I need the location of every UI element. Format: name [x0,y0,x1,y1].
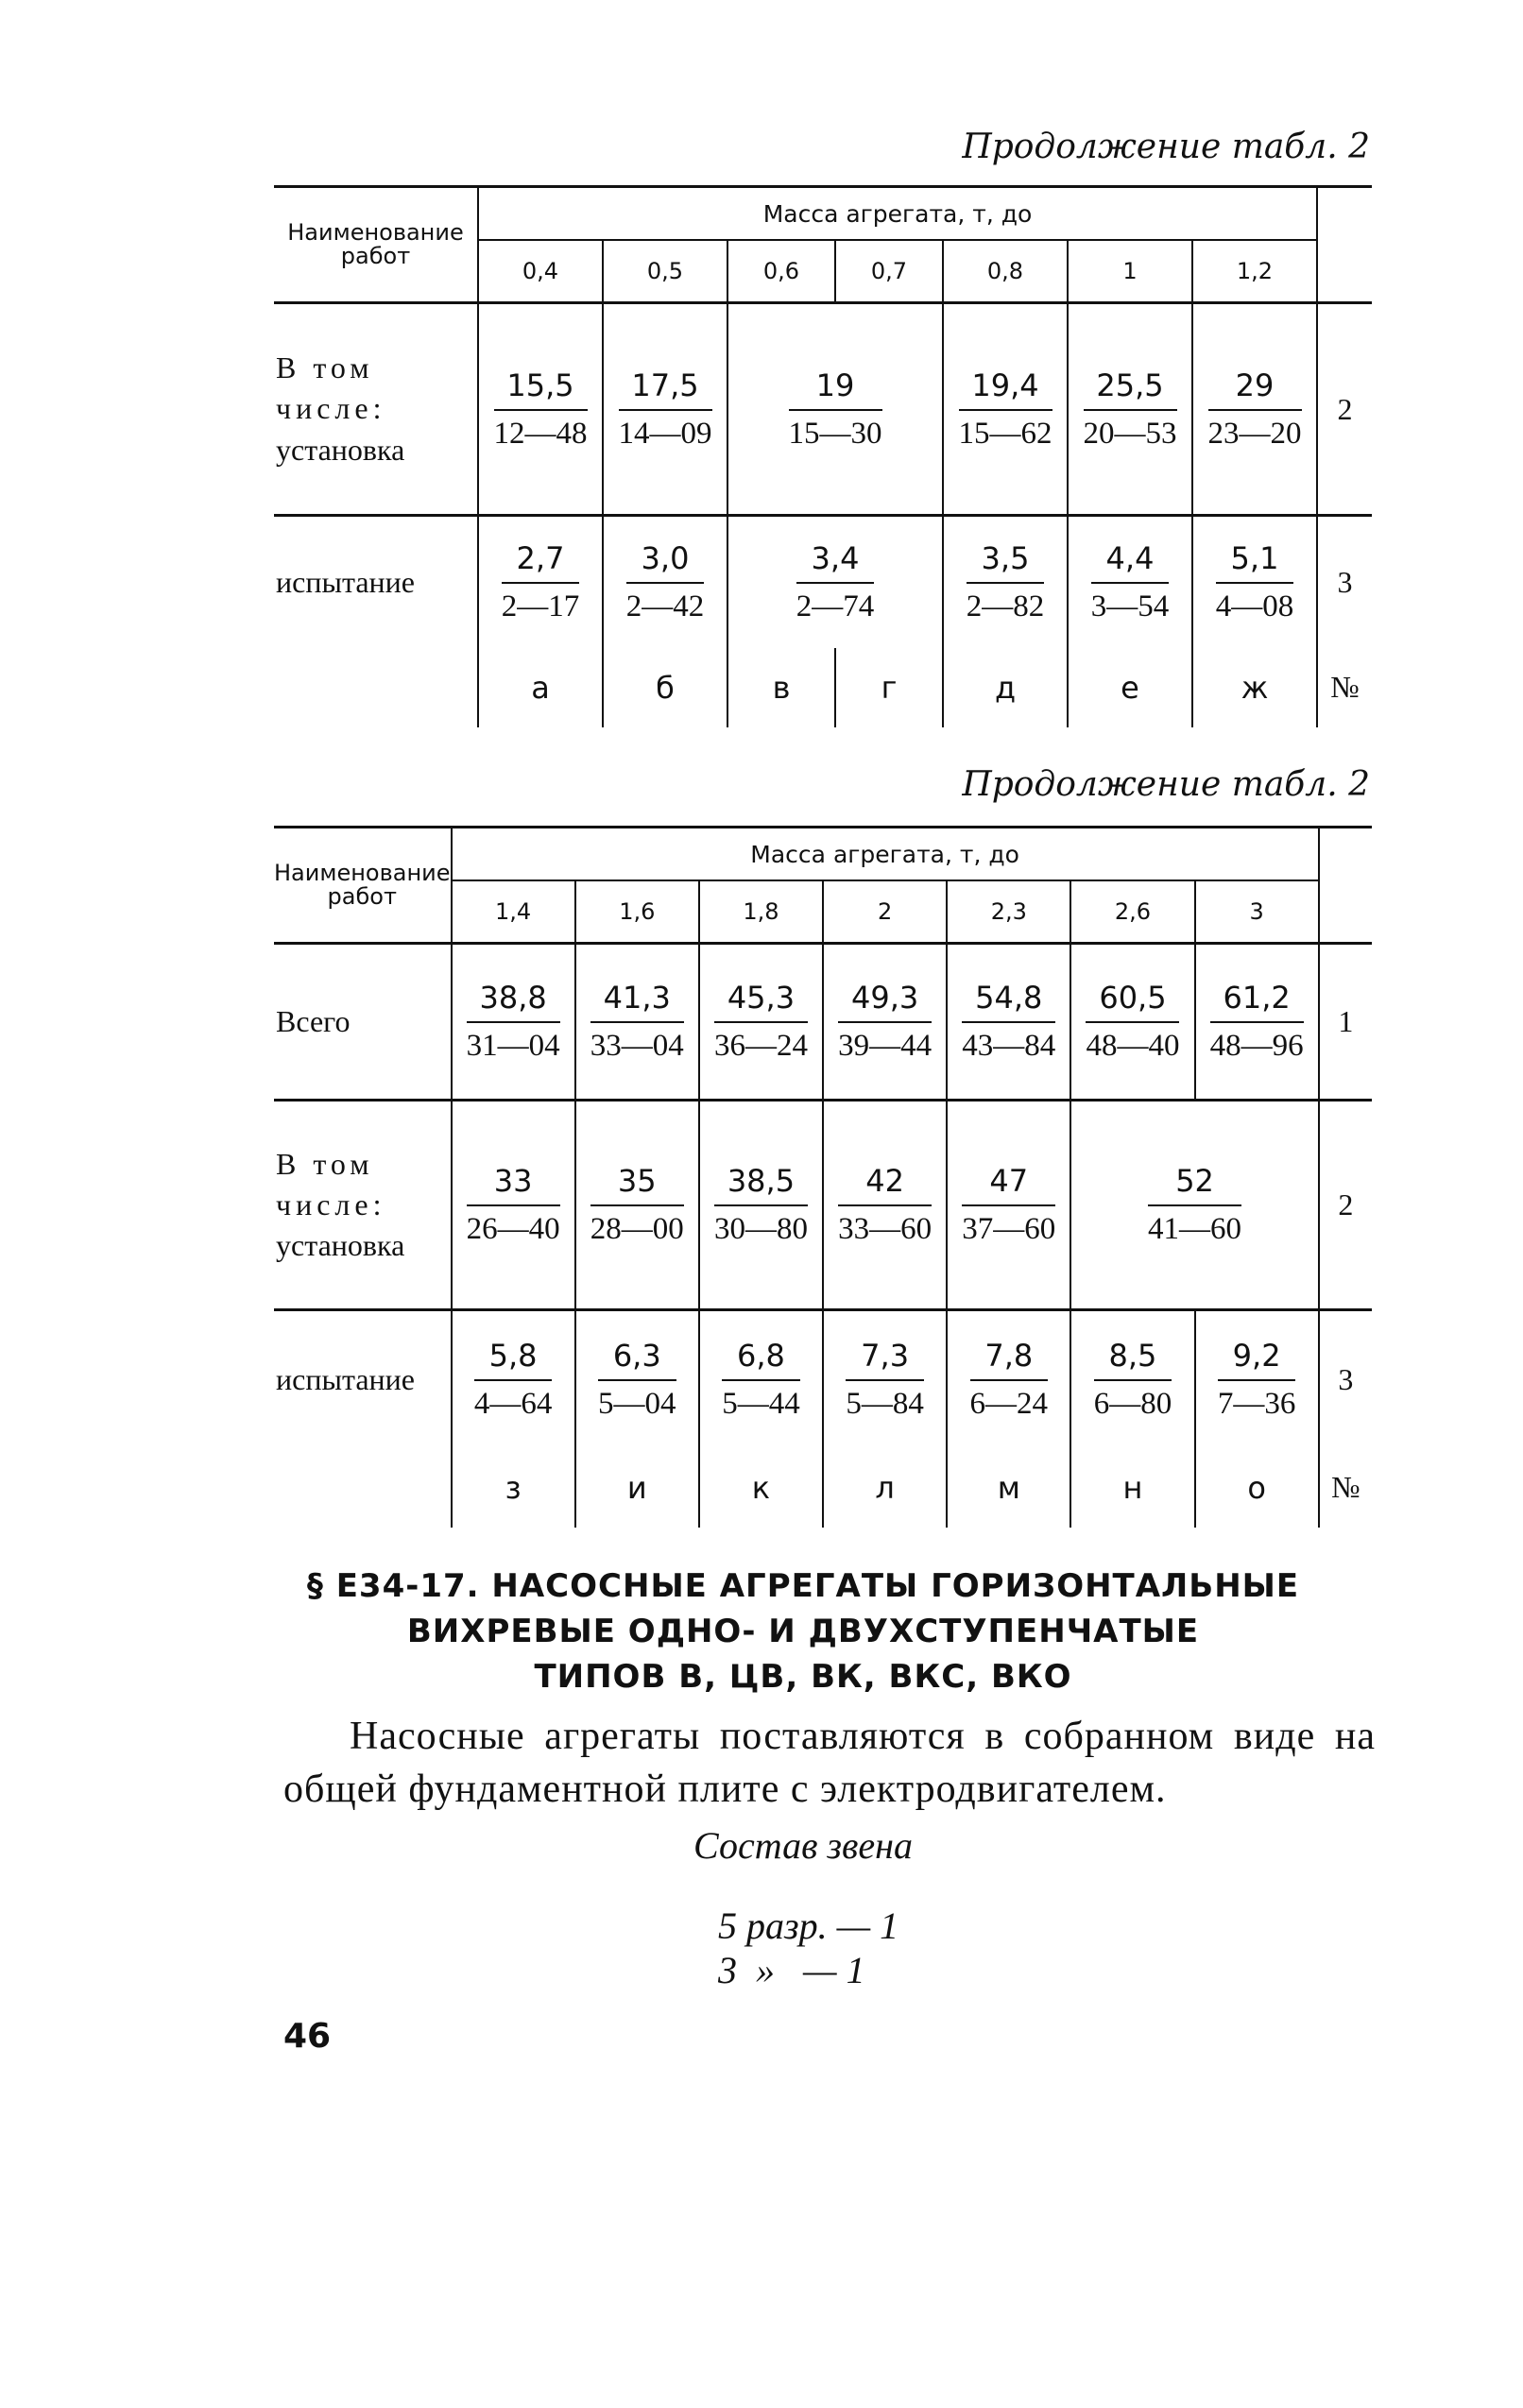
table-continuation-caption-1: Продолжение табл. 2 [962,128,1370,166]
table-cell: $\frac{19}{15—30}$ [727,303,943,516]
row-number: 1 [1319,944,1372,1101]
table-cell: $\frac{3,4}{2—74}$ [727,516,943,648]
norms-table-1 [274,185,1372,727]
row-label: испытание [274,1310,452,1448]
table-cell: $\frac{35}{28—00}$ [575,1101,699,1310]
mass-header: Масса агрегата, т, до [452,828,1319,881]
row-label: В том числе: установка [274,303,478,516]
table-cell: $\frac{4,4}{3—54}$ [1068,516,1192,648]
table-cell: $\frac{6,8}{5—44}$ [699,1310,823,1448]
number-sign: № [1317,648,1372,727]
column-letter: н [1070,1448,1194,1528]
column-header: 1,6 [575,880,699,944]
table-cell: $\frac{8,5}{6—80}$ [1070,1310,1194,1448]
letters-label-blank [274,1448,452,1528]
column-header: 2,6 [1070,880,1194,944]
column-header: 3 [1195,880,1319,944]
table-cell: $\frac{29}{23—20}$ [1192,303,1317,516]
table-cell: $\frac{38,5}{30—80}$ [699,1101,823,1310]
column-letter: ж [1192,648,1317,727]
column-letter: л [823,1448,947,1528]
table-cell: $\frac{45,3}{36—24}$ [699,944,823,1101]
letters-label-blank [274,648,478,727]
table-cell: $\frac{2,7}{2—17}$ [501,539,580,623]
table-cell: $\frac{33}{26—40}$ [466,1163,560,1246]
column-letter: м [947,1448,1070,1528]
column-header: 1,2 [1192,240,1317,303]
column-letter: о [1195,1448,1319,1528]
page-number: 46 [283,2017,332,2056]
column-header: 0,4 [522,258,559,284]
table-cell: $\frac{25,5}{20—53}$ [1068,303,1192,516]
name-header: Наименование работ [274,828,452,944]
table-cell: $\frac{6,3}{5—04}$ [575,1310,699,1448]
table-continuation-caption-2: Продолжение табл. 2 [962,765,1370,804]
column-letter: б [603,648,727,727]
column-header: 0,8 [943,240,1068,303]
table-cell: $\frac{15,5}{12—48}$ [493,367,588,451]
row-number: 2 [1317,303,1372,516]
table-cell: $\frac{7,8}{6—24}$ [947,1310,1070,1448]
table-cell: $\frac{19,4}{15—62}$ [943,303,1068,516]
row-label: испытание [274,516,478,648]
crew-line: 3 » — 1 [718,1949,865,1991]
column-letter: в [727,648,835,727]
table-cell: $\frac{3,5}{2—82}$ [943,516,1068,648]
table-cell: $\frac{61,2}{48—96}$ [1195,944,1319,1101]
column-letter: з [505,1469,522,1506]
mass-header: Масса агрегата, т, до [478,187,1317,241]
row-number-header [1317,187,1372,303]
column-letter: к [699,1448,823,1528]
table-cell: $\frac{9,2}{7—36}$ [1195,1310,1319,1448]
column-letter: а [531,669,550,706]
table-cell: $\frac{41,3}{33—04}$ [575,944,699,1101]
column-header: 2,3 [947,880,1070,944]
row-label: В том числе: установка [274,1101,452,1310]
table-cell: $\frac{5,8}{4—64}$ [473,1337,553,1421]
row-number-header [1319,828,1372,944]
column-header: 1,4 [495,898,532,925]
body-paragraph: Насосные агрегаты поставляются в собранном виде на общей фундаментной плите с электродвигателем. [283,1715,1376,1811]
table-cell: $\frac{7,3}{5—84}$ [823,1310,947,1448]
norms-table-2 [274,826,1372,1528]
column-header: 2 [823,880,947,944]
section-title: § Е34-17. НАСОСНЫЕ АГРЕГАТЫ ГОРИЗОНТАЛЬНЫЕ ВИХРЕВЫЕ ОДНО- И ДВУХСТУПЕНЧАТЫЕ ТИПОВ В, ЦВ, ВК, ВКС, ВКО [306,1567,1300,1696]
table-cell: $\frac{17,5}{14—09}$ [603,303,727,516]
column-letter: г [835,648,943,727]
column-header: 0,7 [835,240,943,303]
row-number: 3 [1319,1310,1372,1448]
column-letter: д [943,648,1068,727]
table-cell: $\frac{49,3}{39—44}$ [823,944,947,1101]
table-cell: $\frac{3,0}{2—42}$ [603,516,727,648]
table-cell: $\frac{52}{41—60}$ [1070,1101,1318,1310]
column-header: 0,6 [727,240,835,303]
table-cell: $\frac{5,1}{4—08}$ [1192,516,1317,648]
table-cell: $\frac{42}{33—60}$ [823,1101,947,1310]
crew-title: Состав звена [693,1824,913,1867]
crew-line: 5 разр. — 1 [718,1904,899,1947]
row-number: 3 [1317,516,1372,648]
table-cell: $\frac{54,8}{43—84}$ [947,944,1070,1101]
name-header: Наименование работ [274,187,478,303]
column-header: 0,5 [603,240,727,303]
table-cell: $\frac{60,5}{48—40}$ [1070,944,1194,1101]
row-number: 2 [1319,1101,1372,1310]
table-cell: $\frac{47}{37—60}$ [947,1101,1070,1310]
row-label: Всего [274,944,452,1101]
table-cell: $\frac{38,8}{31—04}$ [466,980,560,1063]
column-header: 1,8 [699,880,823,944]
column-letter: и [575,1448,699,1528]
column-header: 1 [1068,240,1192,303]
column-letter: е [1068,648,1192,727]
number-sign: № [1319,1448,1372,1528]
